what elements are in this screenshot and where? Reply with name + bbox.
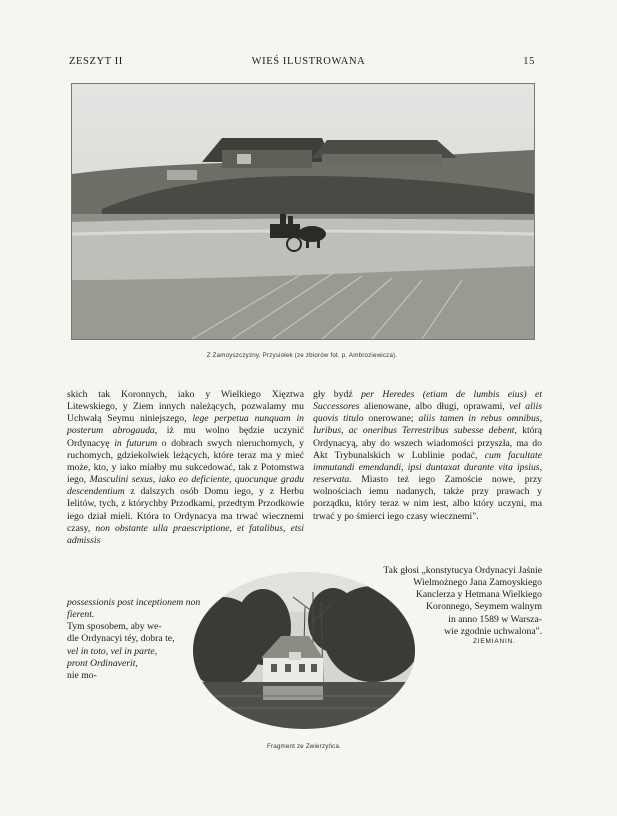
article-right-column [313, 389, 542, 523]
article-left-column [67, 389, 304, 547]
photo-village-ford [71, 83, 535, 340]
page-number: 15 [523, 56, 535, 67]
magazine-issue: ZESZYT II [69, 56, 123, 67]
photo-zwierzyniec [193, 572, 415, 729]
photo-village-ford-image [72, 84, 534, 339]
paragraph: skich tak Koronnych, iako y Wielkiego Xięztwa Litewskiego, y Ziem innych należących, pozwalamy mu Uchwałą Seymu niniejszego, lege perpetua nunquam in posterum abrogauda, iż mu wolno będzie uczynić Ordynacyę in futurum o dobrach swych nieruchomych, y ruchomych, gdziekolwiek leżących, które teraz ma y mieć może, kto, y iako miałby mu sukcedować, tak z Potomstwa iego, Masculini sexus, iako eo deficiente, quocunque gradu descendentium z dalszych osób Domu iego, y z Herbu Ielitów, tych, z którychby Przodkami, przedtym Przodkowie iego dział mieli. Która to Ordynacya ma trwać wiecznemi czasy, non obstante ulla praescriptione, et fatalibus, etsi admissis [67, 389, 305, 546]
author-signature: ZIEMIANIN. [473, 638, 516, 645]
paragraph: gły bydź per Heredes (etiam de lumbis eius) et Successores alienowane, albo długi, oprawami, vel aliis quovis titulo onerowane; aliis tamen in rebus omnibus, Iuribus, ac oneribus Terrestribus subesse debent, którą Ordynacyą, aby do wszech wiadomości przyszła, ma do Akt Trybunalskich w Lublinie podać, cum facultate immutandi emendandi, ipsi duntaxat durante vita ipsius, reservata. Miasto też iego Zamoście nowe, przy wolnościach iemu nadanych, także przy prawach y porządku, który teraz w nim iest, albo który uczyni, ma trwać y po śmierci iego czasy wiecznemi". [313, 389, 543, 522]
photo-zwierzyniec-caption: Fragment ze Zwierzyńca. [266, 743, 342, 750]
magazine-title: WIEŚ ILUSTROWANA [251, 56, 366, 67]
photo-zwierzyniec-image [193, 572, 415, 729]
article-left-wrap: possessionis post inceptionem non fierent. Tym sposobem, aby we- dle Ordynacyi téy, dobra te, vel in toto, vel in parte, pront Ordinaverit, nie mo- [67, 597, 201, 681]
photo-village-ford-caption: Z Zamoyszczyzny. Przysiołek (ze zbiorów fot. p. Ambroziewicza). [206, 352, 398, 359]
article-right-wrap: Tak głosi „konstytucya Ordynacyi Jaśnie Wielmożnego Jana Zamoyskiego Kanclerza y Hetmana Wielkiego Koronnego, Seymem walnym in anno 1589 w Warsza- wie zgodnie uchwalona". [383, 565, 542, 637]
